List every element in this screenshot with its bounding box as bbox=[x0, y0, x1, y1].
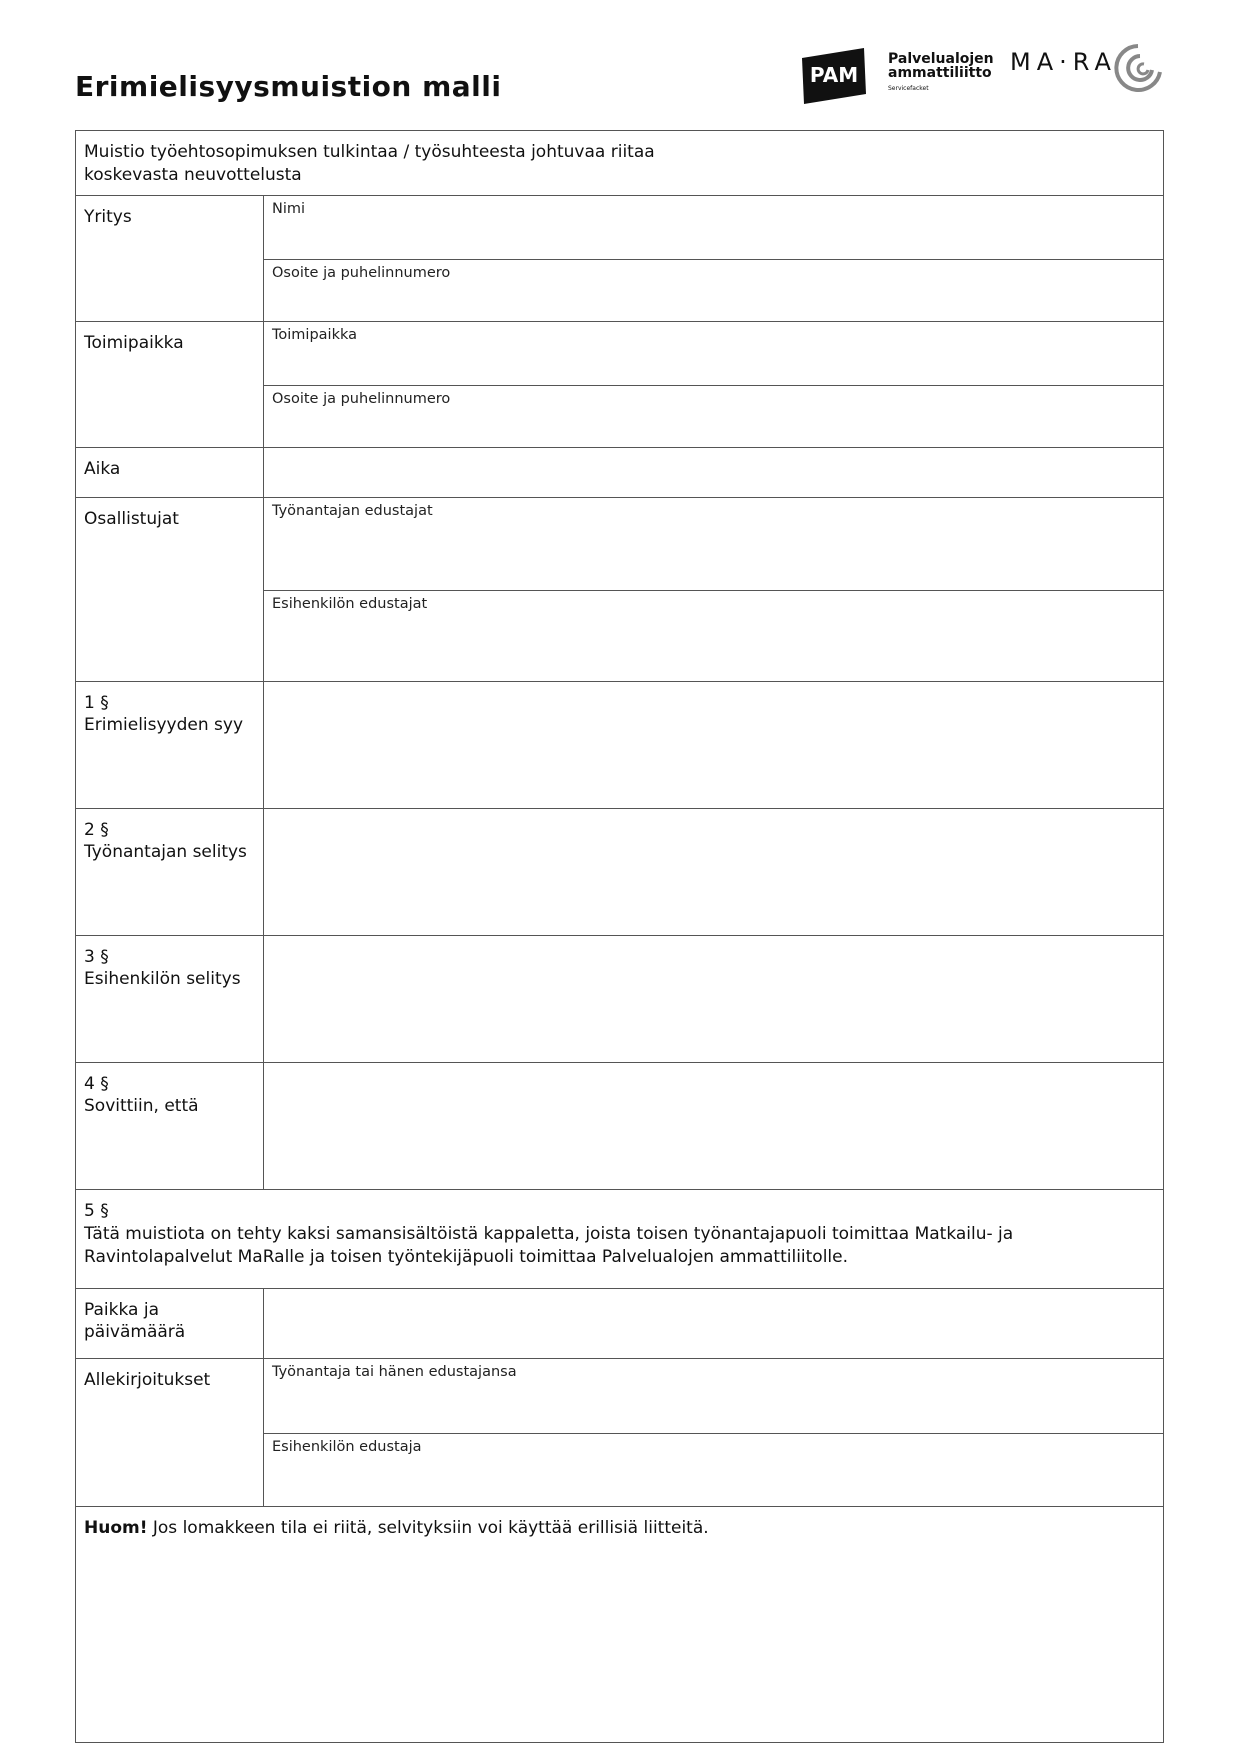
yritys-address-caption: Osoite ja puhelinnumero bbox=[272, 265, 451, 281]
section-4-title: Sovittiin, että bbox=[84, 1096, 199, 1116]
note-content bbox=[76, 1507, 1163, 1550]
supervisor-signature-caption: Esihenkilön edustaja bbox=[272, 1439, 422, 1455]
osallistujat-row bbox=[76, 497, 1163, 681]
osallistujat-label: Osallistujat bbox=[76, 498, 264, 681]
section-2-num: 2 § bbox=[84, 820, 109, 840]
section-5-num: 5 § bbox=[84, 1201, 109, 1221]
toimipaikka-row bbox=[76, 321, 1163, 447]
section-3-title: Esihenkilön selitys bbox=[84, 969, 241, 989]
section-2-field[interactable] bbox=[264, 809, 1163, 936]
toimipaikka-address-field[interactable] bbox=[264, 385, 1163, 448]
pam-name bbox=[888, 52, 994, 96]
aika-label: Aika bbox=[76, 448, 264, 497]
section-3-row bbox=[76, 935, 1163, 1062]
section-2-title: Työnantajan selitys bbox=[84, 842, 247, 862]
section-2-label bbox=[76, 809, 264, 935]
section-4-label bbox=[76, 1063, 264, 1189]
section-5-text: Tätä muistiota on tehty kaksi samansisältöistä kappaletta, joista toisen työnantajapuoli toimittaa Matkailu- ja Ravintolapalvelut MaRalle ja toisen työntekijäpuoli toimittaa Palvelualojen ammattiliitolle. bbox=[84, 1224, 1014, 1267]
pam-badge-text: PAM bbox=[809, 63, 859, 87]
section-1-row bbox=[76, 681, 1163, 808]
yritys-name-field[interactable] bbox=[264, 196, 1163, 259]
toimipaikka-address-caption: Osoite ja puhelinnumero bbox=[272, 391, 451, 407]
section-1-num: 1 § bbox=[84, 693, 109, 713]
yritys-row bbox=[76, 195, 1163, 321]
paikka-label: Paikka ja päivämäärä bbox=[76, 1289, 264, 1358]
page-title: Erimielisyysmuistion malli bbox=[75, 70, 502, 103]
employer-signature-field[interactable] bbox=[264, 1359, 1163, 1433]
supervisor-reps-field[interactable] bbox=[264, 590, 1163, 682]
toimipaikka-label: Toimipaikka bbox=[76, 322, 264, 447]
pam-name-line1: Palvelualojen bbox=[888, 51, 994, 67]
note-text: Jos lomakkeen tila ei riitä, selvityksiin voi käyttää erillisiä liitteitä. bbox=[152, 1518, 709, 1538]
section-3-field[interactable] bbox=[264, 936, 1163, 1063]
note-row bbox=[76, 1506, 1163, 1742]
toimipaikka-name-field[interactable] bbox=[264, 322, 1163, 385]
pam-sub: Servicefacket bbox=[888, 85, 929, 92]
form-heading: Muistio työehtosopimuksen tulkintaa / työsuhteesta johtuvaa riitaa koskevasta neuvottelusta bbox=[84, 142, 655, 185]
employer-reps-field[interactable] bbox=[264, 498, 1163, 590]
section-4-row bbox=[76, 1062, 1163, 1189]
mara-swirl-icon bbox=[1108, 42, 1163, 94]
logo-area bbox=[800, 42, 1170, 112]
section-4-num: 4 § bbox=[84, 1074, 109, 1094]
section-1-label bbox=[76, 682, 264, 808]
yritys-address-field[interactable] bbox=[264, 259, 1163, 322]
toimipaikka-name-caption: Toimipaikka bbox=[272, 327, 357, 343]
supervisor-reps-caption: Esihenkilön edustajat bbox=[272, 596, 428, 612]
section-3-num: 3 § bbox=[84, 947, 109, 967]
aika-row bbox=[76, 447, 1163, 497]
paikka-row bbox=[76, 1288, 1163, 1358]
employer-reps-caption: Työnantajan edustajat bbox=[272, 503, 433, 519]
employer-signature-caption: Työnantaja tai hänen edustajansa bbox=[272, 1364, 517, 1380]
dispute-memo-form bbox=[75, 130, 1164, 1743]
allekirjoitukset-row bbox=[76, 1358, 1163, 1506]
aika-field[interactable] bbox=[264, 448, 1163, 498]
note-strong: Huom! bbox=[84, 1518, 148, 1538]
section-1-title: Erimielisyyden syy bbox=[84, 715, 244, 735]
section-3-label bbox=[76, 936, 264, 1062]
section-1-field[interactable] bbox=[264, 682, 1163, 809]
allekirjoitukset-label: Allekirjoitukset bbox=[76, 1359, 264, 1506]
yritys-label: Yritys bbox=[76, 196, 264, 321]
supervisor-signature-field[interactable] bbox=[264, 1433, 1163, 1507]
pam-logo bbox=[800, 46, 870, 106]
paikka-field[interactable] bbox=[264, 1289, 1163, 1359]
section-5-row bbox=[76, 1189, 1163, 1288]
section-4-field[interactable] bbox=[264, 1063, 1163, 1190]
section-2-row bbox=[76, 808, 1163, 935]
yritys-name-caption: Nimi bbox=[272, 201, 306, 217]
mara-logo: MA·RA bbox=[1010, 48, 1117, 76]
pam-name-line2: ammattiliitto bbox=[888, 65, 992, 81]
form-heading-row bbox=[76, 131, 1163, 195]
section-5-content bbox=[76, 1190, 1163, 1279]
